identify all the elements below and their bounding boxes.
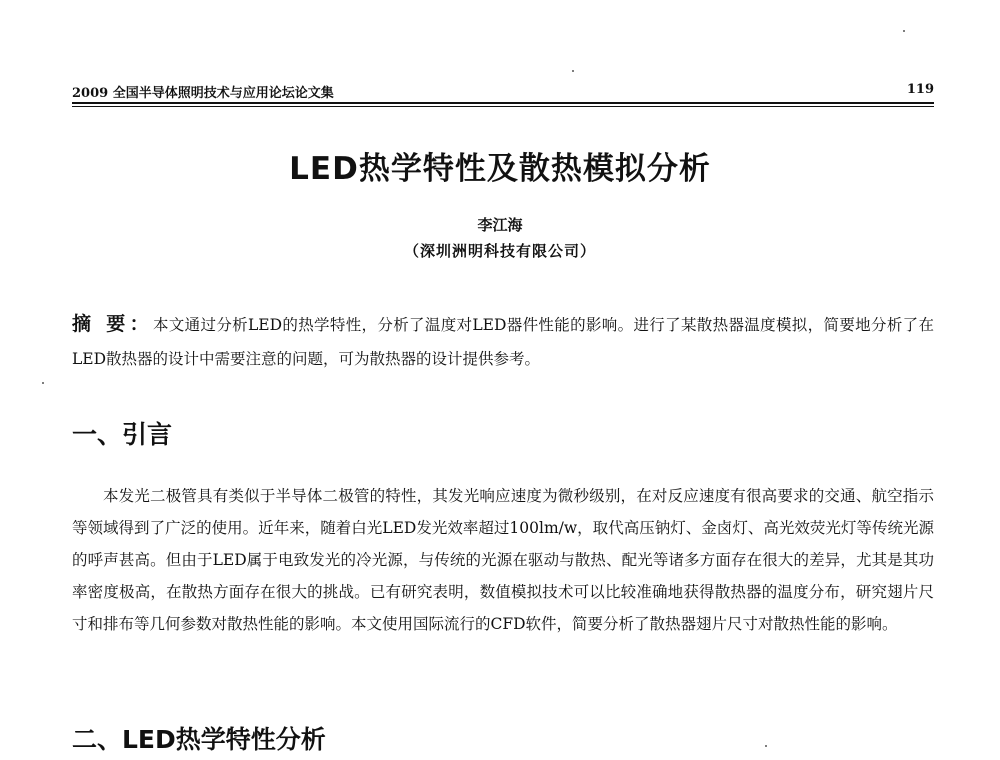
abstract — [72, 307, 934, 376]
section-heading-introduction: 一、引言 — [72, 420, 173, 449]
running-head-title: 2009 全国半导体照明技术与应用论坛论文集 — [72, 86, 334, 101]
abstract-label: 摘 要： — [72, 313, 153, 335]
running-head — [72, 80, 934, 102]
scan-speck — [765, 745, 767, 747]
author-affiliation: （深圳洲明科技有限公司） — [403, 242, 596, 260]
header-rule-thick — [72, 102, 934, 104]
scan-speck — [903, 30, 905, 32]
author-name: 李江海 — [477, 216, 523, 234]
section-heading-thermal-analysis: 二、LED热学特性分析 — [72, 725, 326, 754]
scan-speck — [572, 70, 574, 72]
scan-speck — [42, 382, 44, 384]
page-number: 119 — [906, 82, 934, 97]
header-rule-thin — [72, 106, 934, 107]
paper-title: LED热学特性及散热模拟分析 — [289, 151, 711, 187]
abstract-text: 本文通过分析LED的热学特性，分析了温度对LED器件性能的影响。进行了某散热器温度模拟，简要地分析了在LED散热器的设计中需要注意的问题，可为散热器的设计提供参考。 — [72, 316, 934, 368]
introduction-paragraph: 本发光二极管具有类似于半导体二极管的特性，其发光响应速度为微秒级别，在对反应速度有很高要求的交通、航空指示等领域得到了广泛的使用。近年来，随着白光LED发光效率超过100lm/w，取代高压钠灯、金卤灯、高光效荧光灯等传统光源的呼声甚高。但由于LED属于电致发光的冷光源，与传统的光源在驱动与散热、配光等诸多方面存在很大的差异，尤其是其功率密度极高，在散热方面存在很大的挑战。已有研究表明，数值模拟技术可以比较准确地获得散热器的温度分布，研究翅片尺寸和排布等几何参数对散热性能的影响。本文使用国际流行的CFD软件，简要分析了散热器翅片尺寸对散热性能的影响。 — [72, 487, 934, 633]
